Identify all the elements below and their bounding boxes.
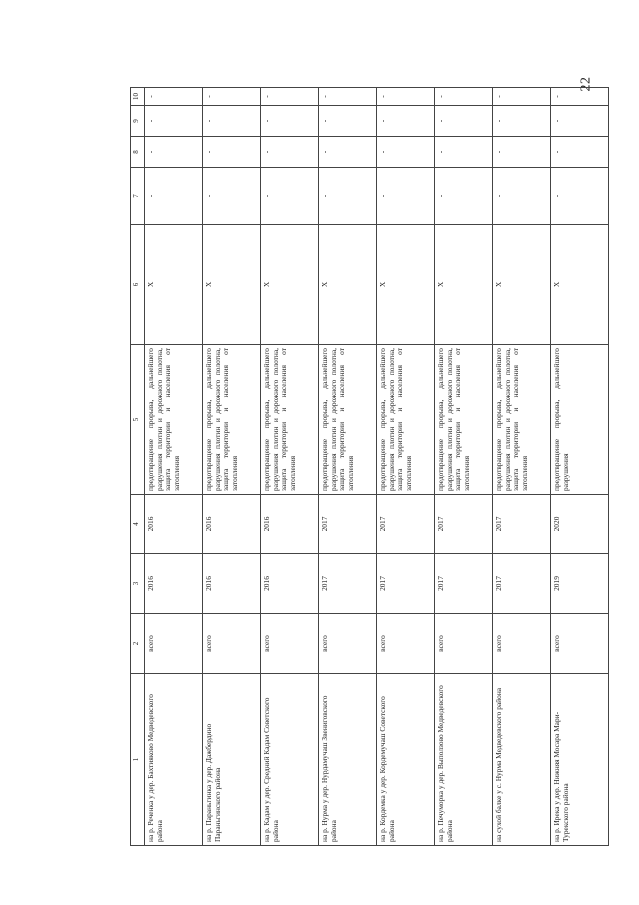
total-label-cell: всего <box>435 614 493 674</box>
table-row <box>435 88 493 846</box>
start-year-cell: 2016 <box>203 554 261 614</box>
page-number: 22 <box>578 76 594 92</box>
mark-cell: Х <box>203 225 261 345</box>
mark-cell: Х <box>319 225 377 345</box>
value-cell: - <box>551 106 609 137</box>
column-header: 8 <box>131 137 145 168</box>
mark-cell: Х <box>145 225 203 345</box>
value-cell: - <box>319 137 377 168</box>
value-cell: - <box>145 88 203 106</box>
mark-cell: Х <box>377 225 435 345</box>
value-cell: - <box>203 106 261 137</box>
value-cell: - <box>377 88 435 106</box>
object-name-cell: на р. Параньгинка у дер. Дажбердино Параньгинского района <box>203 674 261 846</box>
value-cell: - <box>261 106 319 137</box>
object-name-cell: на р. Ирека у дер. Нижняя Мосара Мари-Турекского района <box>551 674 609 846</box>
start-year-cell: 2017 <box>493 554 551 614</box>
column-header: 10 <box>131 88 145 106</box>
table-row <box>493 88 551 846</box>
value-cell: - <box>319 88 377 106</box>
measures-table <box>130 87 609 846</box>
value-cell: - <box>261 168 319 225</box>
value-cell: - <box>203 88 261 106</box>
value-cell: - <box>493 168 551 225</box>
start-year-cell: 2017 <box>435 554 493 614</box>
start-year-cell: 2016 <box>145 554 203 614</box>
object-name-cell: на р. Нурма у дер. Нурдамучаш Звениговского района <box>319 674 377 846</box>
value-cell: - <box>145 168 203 225</box>
total-label-cell: всего <box>261 614 319 674</box>
value-cell: - <box>551 168 609 225</box>
column-header: 7 <box>131 168 145 225</box>
start-year-cell: 2017 <box>377 554 435 614</box>
total-label-cell: всего <box>493 614 551 674</box>
column-header: 9 <box>131 106 145 137</box>
value-cell: - <box>493 106 551 137</box>
purpose-cell: предотвращение прорыва, дальнейшего разрушения <box>551 345 609 495</box>
object-name-cell: на сухой балке у с. Нурма Медведевского района <box>493 674 551 846</box>
total-label-cell: всего <box>377 614 435 674</box>
column-header: 5 <box>131 345 145 495</box>
value-cell: - <box>203 168 261 225</box>
table-row <box>377 88 435 846</box>
table-row <box>319 88 377 846</box>
value-cell: - <box>145 106 203 137</box>
column-header: 2 <box>131 614 145 674</box>
end-year-cell: 2017 <box>435 495 493 554</box>
object-name-cell: на р. Кадам у дер. Средний Кадам Советского района <box>261 674 319 846</box>
value-cell: - <box>551 137 609 168</box>
object-name-cell: на р. Кордемка у дер. Кордемучаш Советского района <box>377 674 435 846</box>
value-cell: - <box>203 137 261 168</box>
value-cell: - <box>551 88 609 106</box>
value-cell: - <box>319 168 377 225</box>
column-header: 3 <box>131 554 145 614</box>
start-year-cell: 2017 <box>319 554 377 614</box>
object-name-cell: на р. Реченка у дер. Бахтияково Медведевского района <box>145 674 203 846</box>
mark-cell: Х <box>551 225 609 345</box>
purpose-cell: предотвращение прорыва, дальнейшего разрушения плотин и дорожного полотна, защита территории и населения от затопления <box>377 345 435 495</box>
total-label-cell: всего <box>551 614 609 674</box>
purpose-cell: предотвращение прорыва, дальнейшего разрушения плотин и дорожного полотна, защита территории и населения от затопления <box>203 345 261 495</box>
object-name-cell: на р. Печуморка у дер. Выползово Медведевского района <box>435 674 493 846</box>
rotated-page-content <box>130 88 568 846</box>
total-label-cell: всего <box>145 614 203 674</box>
end-year-cell: 2016 <box>203 495 261 554</box>
table-row <box>551 88 609 846</box>
value-cell: - <box>377 137 435 168</box>
mark-cell: Х <box>261 225 319 345</box>
column-header: 1 <box>131 674 145 846</box>
value-cell: - <box>435 88 493 106</box>
start-year-cell: 2016 <box>261 554 319 614</box>
value-cell: - <box>377 106 435 137</box>
value-cell: - <box>435 106 493 137</box>
purpose-cell: предотвращение прорыва, дальнейшего разрушения плотин и дорожного полотна, защита территории и населения от затопления <box>145 345 203 495</box>
value-cell: - <box>319 106 377 137</box>
value-cell: - <box>493 88 551 106</box>
value-cell: - <box>261 88 319 106</box>
value-cell: - <box>145 137 203 168</box>
end-year-cell: 2017 <box>319 495 377 554</box>
end-year-cell: 2017 <box>377 495 435 554</box>
purpose-cell: предотвращение прорыва, дальнейшего разрушения плотин и дорожного полотна, защита территории и населения от затопления <box>435 345 493 495</box>
purpose-cell: предотвращение прорыва, дальнейшего разрушения плотин и дорожного полотна, защита территории и населения от затопления <box>319 345 377 495</box>
purpose-cell: предотвращение прорыва, дальнейшего разрушения плотин и дорожного полотна, защита территории и населения от затопления <box>493 345 551 495</box>
value-cell: - <box>377 168 435 225</box>
end-year-cell: 2016 <box>145 495 203 554</box>
column-header: 6 <box>131 225 145 345</box>
table-header-row <box>131 88 145 846</box>
end-year-cell: 2016 <box>261 495 319 554</box>
end-year-cell: 2017 <box>493 495 551 554</box>
total-label-cell: всего <box>203 614 261 674</box>
value-cell: - <box>435 168 493 225</box>
purpose-cell: предотвращение прорыва, дальнейшего разрушения плотин и дорожного полотна, защита территории и населения от затопления <box>261 345 319 495</box>
total-label-cell: всего <box>319 614 377 674</box>
start-year-cell: 2019 <box>551 554 609 614</box>
value-cell: - <box>493 137 551 168</box>
table-row <box>145 88 203 846</box>
table-row <box>203 88 261 846</box>
column-header: 4 <box>131 495 145 554</box>
mark-cell: Х <box>435 225 493 345</box>
mark-cell: Х <box>493 225 551 345</box>
end-year-cell: 2020 <box>551 495 609 554</box>
table-row <box>261 88 319 846</box>
value-cell: - <box>261 137 319 168</box>
value-cell: - <box>435 137 493 168</box>
